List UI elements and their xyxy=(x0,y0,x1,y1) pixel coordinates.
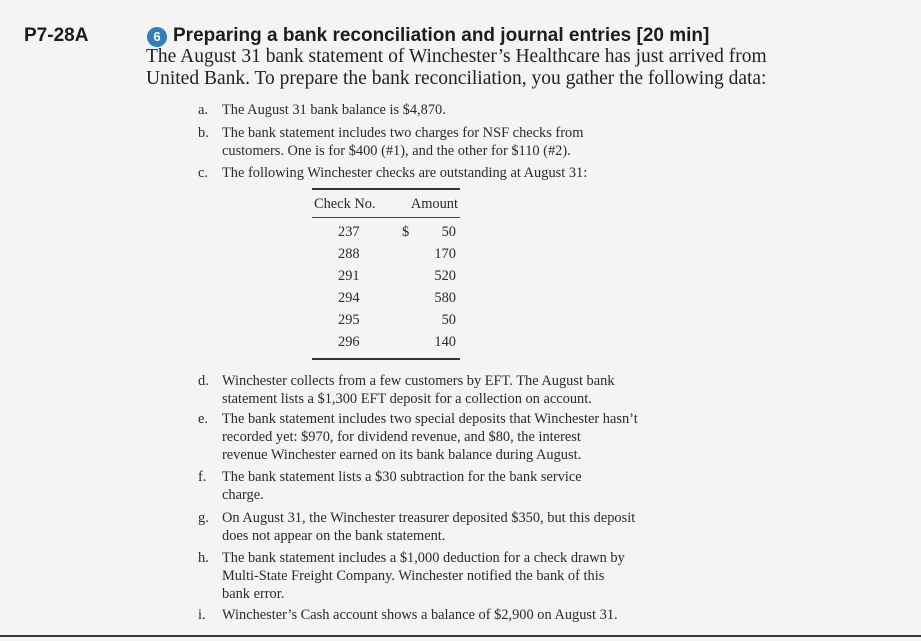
item-letter: e. xyxy=(198,411,208,427)
amount-cell: 140 xyxy=(434,334,456,350)
amount-cell: 520 xyxy=(434,268,456,284)
item-line: The bank statement includes a $1,000 deduction for a check drawn by xyxy=(222,550,625,566)
amount-cell: 50 xyxy=(441,312,456,328)
column-header-amount: Amount xyxy=(410,196,458,212)
check-number-cell: 295 xyxy=(338,312,360,328)
check-number-cell: 288 xyxy=(338,246,360,262)
item-letter: b. xyxy=(198,125,209,141)
item-letter: i. xyxy=(198,607,206,623)
item-line: The bank statement includes two special deposits that Winchester hasn’t xyxy=(222,411,638,427)
item-letter: a. xyxy=(198,102,208,118)
learning-objective-badge: 6 xyxy=(147,27,167,47)
header-rule xyxy=(312,217,460,218)
item-text xyxy=(222,101,446,119)
item-line: bank error. xyxy=(222,586,285,602)
item-line: Multi-State Freight Company. Winchester notified the bank of this xyxy=(222,568,605,584)
item-text xyxy=(222,509,635,545)
amount-cell: 580 xyxy=(434,290,456,306)
item-text xyxy=(222,410,638,464)
item-line: The bank statement includes two charges for NSF checks from xyxy=(222,125,584,141)
item-line: The following Winchester checks are outstanding at August 31: xyxy=(222,165,588,181)
item-text xyxy=(222,468,582,504)
item-line: statement lists a $1,300 EFT deposit for a collection on account. xyxy=(222,391,592,407)
item-line: revenue Winchester earned on its bank balance during August. xyxy=(222,447,582,463)
intro-line: The August 31 bank statement of Winchester’s Healthcare has just arrived from xyxy=(146,46,767,67)
item-line: The August 31 bank balance is $4,870. xyxy=(222,102,446,118)
item-letter: g. xyxy=(198,510,209,526)
outstanding-checks-table xyxy=(312,188,460,360)
item-text xyxy=(222,549,625,603)
item-line: Winchester’s Cash account shows a balance of $2,900 on August 31. xyxy=(222,607,618,623)
item-letter: h. xyxy=(198,550,209,566)
page-bottom-rule xyxy=(0,635,921,637)
column-header-check-no: Check No. xyxy=(314,196,376,212)
item-text xyxy=(222,606,618,624)
item-text xyxy=(222,124,583,160)
item-line: charge. xyxy=(222,487,264,503)
problem-id: P7-28A xyxy=(24,25,89,46)
problem-intro xyxy=(146,46,866,90)
item-line: Winchester collects from a few customers by EFT. The August bank xyxy=(222,373,615,389)
check-number-cell: 237 xyxy=(338,224,360,240)
amount-cell: 170 xyxy=(434,246,456,262)
item-line: customers. One is for $400 (#1), and the other for $110 (#2). xyxy=(222,143,571,159)
currency-symbol: $ xyxy=(402,224,410,240)
item-line: does not appear on the bank statement. xyxy=(222,528,446,544)
item-letter: f. xyxy=(198,469,207,485)
check-number-cell: 294 xyxy=(338,290,360,306)
item-line: On August 31, the Winchester treasurer deposited $350, but this deposit xyxy=(222,510,636,526)
item-text xyxy=(222,372,615,408)
intro-line: United Bank. To prepare the bank reconciliation, you gather the following data: xyxy=(146,68,767,89)
check-number-cell: 296 xyxy=(338,334,360,350)
amount-cell: 50 xyxy=(441,224,456,240)
problem-title: Preparing a bank reconciliation and journal entries [20 min] xyxy=(173,25,710,46)
item-letter: c. xyxy=(198,165,208,181)
item-text xyxy=(222,164,587,182)
item-letter: d. xyxy=(198,373,209,389)
check-number-cell: 291 xyxy=(338,268,360,284)
item-line: recorded yet: $970, for dividend revenue, and $80, the interest xyxy=(222,429,581,445)
item-line: The bank statement lists a $30 subtraction for the bank service xyxy=(222,469,582,485)
